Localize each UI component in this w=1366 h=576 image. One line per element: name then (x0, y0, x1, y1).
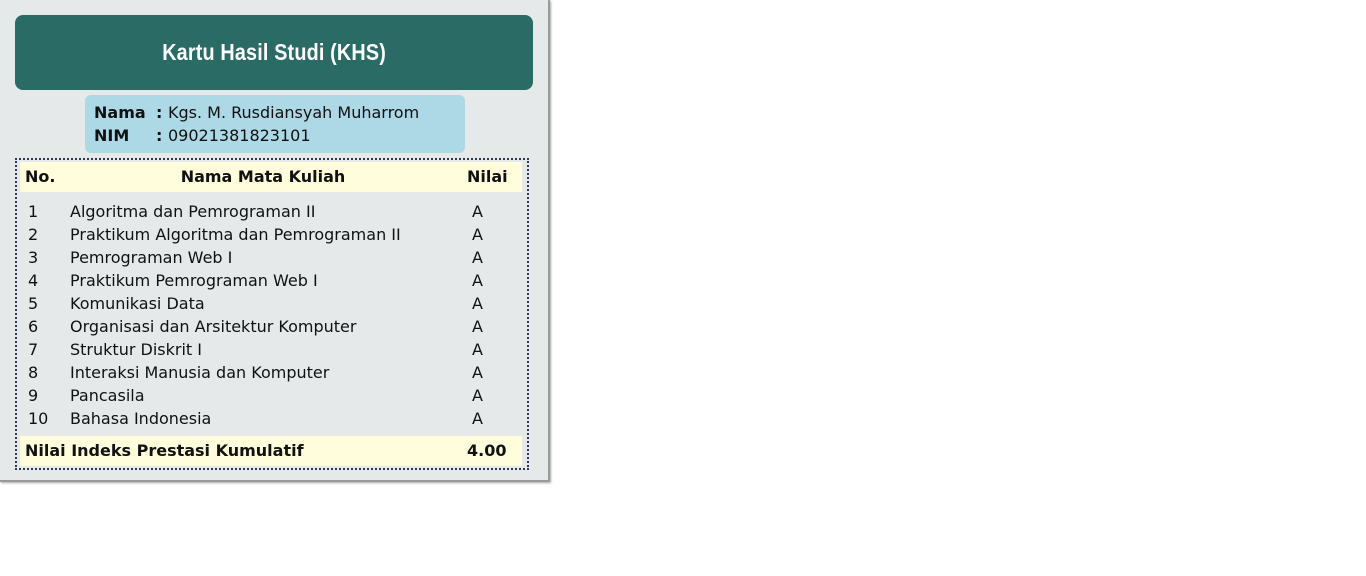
course-name: Komunikasi Data (70, 294, 205, 313)
course-grade: A (472, 363, 483, 382)
course-name: Praktikum Pemrograman Web I (70, 271, 318, 290)
course-name: Praktikum Algoritma dan Pemrograman II (70, 225, 401, 244)
row-number: 1 (28, 202, 39, 221)
khs-card (0, 0, 550, 482)
header-course: Nama Mata Kuliah (180, 167, 346, 186)
student-nim: 09021381823101 (168, 126, 311, 145)
course-grade: A (472, 386, 483, 405)
table-body (20, 200, 522, 430)
gpa-label: Nilai Indeks Prestasi Kumulatif (25, 441, 304, 460)
student-nim-row (94, 125, 311, 147)
row-number: 7 (28, 340, 39, 359)
row-number: 6 (28, 317, 39, 336)
course-grade: A (472, 317, 483, 336)
course-name: Interaksi Manusia dan Komputer (70, 363, 330, 382)
table-row (20, 361, 522, 384)
row-number: 4 (28, 271, 39, 290)
gpa-value: 4.00 (467, 441, 507, 460)
course-grade: A (472, 248, 483, 267)
course-name: Pemrograman Web I (70, 248, 233, 267)
row-number: 3 (28, 248, 39, 267)
table-row (20, 246, 522, 269)
course-name: Algoritma dan Pemrograman II (70, 202, 316, 221)
course-grade: A (472, 271, 483, 290)
course-grade: A (472, 294, 483, 313)
course-grade: A (472, 409, 483, 428)
course-grade: A (472, 340, 483, 359)
row-number: 5 (28, 294, 39, 313)
course-name: Bahasa Indonesia (70, 409, 212, 428)
title-banner (15, 15, 533, 90)
table-row (20, 223, 522, 246)
student-name: Kgs. M. Rusdiansyah Muharrom (168, 103, 420, 122)
header-no: No. (25, 167, 56, 186)
table-row (20, 315, 522, 338)
course-name: Pancasila (70, 386, 145, 405)
table-header-row (20, 162, 522, 192)
course-name: Struktur Diskrit I (70, 340, 202, 359)
student-name-row (94, 102, 419, 124)
name-separator: : (156, 103, 163, 122)
table-footer-row (20, 436, 522, 466)
table-row (20, 384, 522, 407)
nim-separator: : (156, 126, 163, 145)
table-row (20, 292, 522, 315)
table-row (20, 338, 522, 361)
row-number: 2 (28, 225, 39, 244)
nim-label: NIM (94, 126, 130, 145)
page-title: Kartu Hasil Studi (KHS) (162, 39, 386, 65)
row-number: 10 (28, 409, 49, 428)
row-number: 9 (28, 386, 39, 405)
table-row (20, 269, 522, 292)
row-number: 8 (28, 363, 39, 382)
table-row (20, 407, 522, 430)
name-label: Nama (94, 103, 146, 122)
course-name: Organisasi dan Arsitektur Komputer (70, 317, 357, 336)
header-grade: Nilai (467, 167, 508, 186)
grades-table (15, 158, 529, 470)
student-info-panel (85, 95, 465, 153)
course-grade: A (472, 202, 483, 221)
course-grade: A (472, 225, 483, 244)
table-row (20, 200, 522, 223)
